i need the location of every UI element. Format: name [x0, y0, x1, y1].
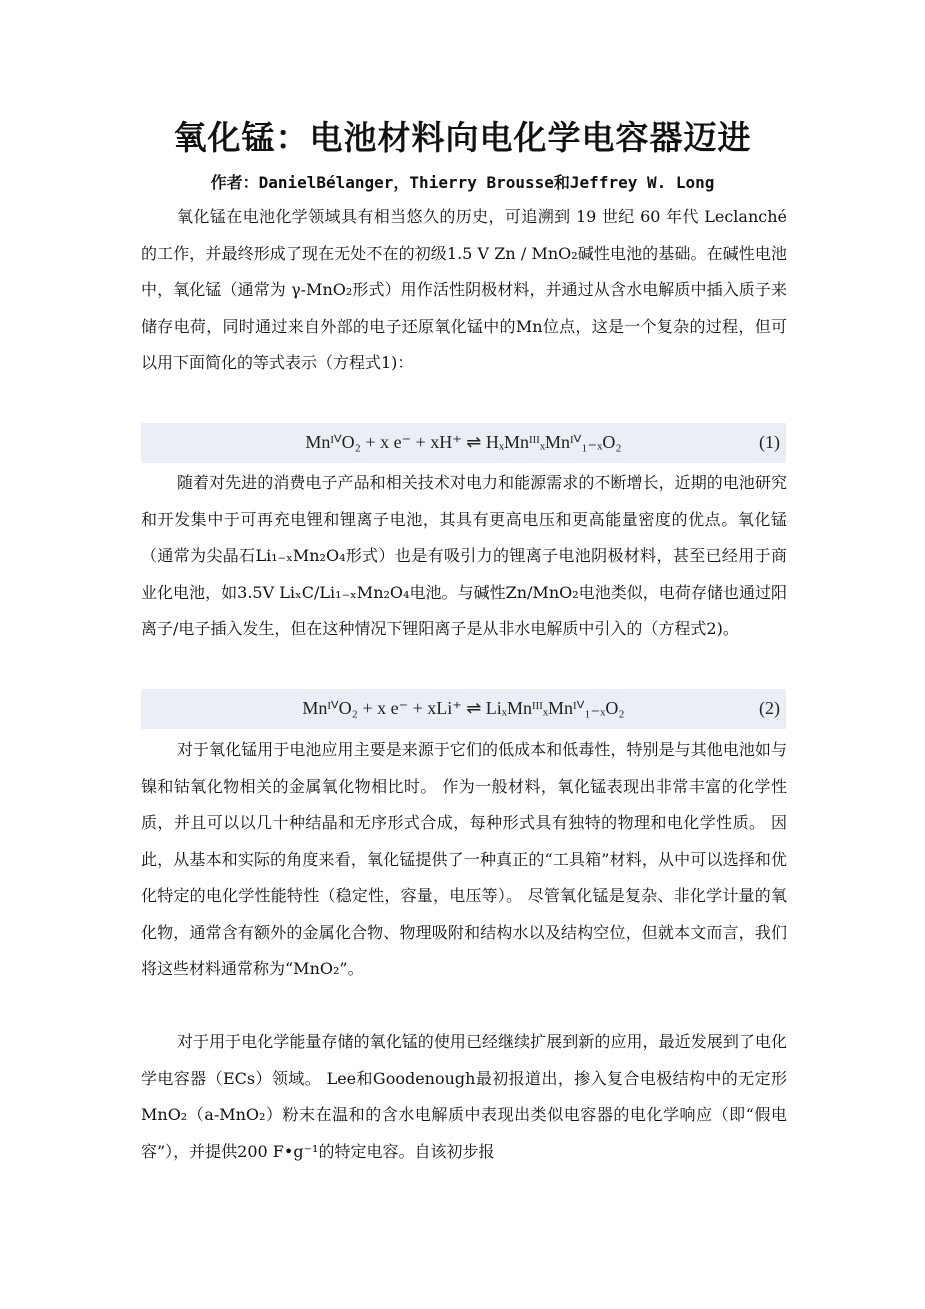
paragraph-lithium: 随着对先进的消费电子产品和相关技术对电力和能源需求的不断增长，近期的电池研究和开发集中于可再充电锂和锂离子电池，其具有更高电压和更高能量密度的优点。氧化锰（通常为尖晶石Li₁₋ₓMn₂O₄形式）也是有吸引力的锂离子电池阴极材料，甚至已经用于商业化电池，如3.5V LiₓC/Li₁₋ₓMn₂O₄电池。与碱性Zn/MnO₂电池类似，电荷存储也通过阳离子/电子插入发生，但在这种情况下锂阳离子是从非水电解质中引入的（方程式2)。 — [141, 473, 787, 638]
equation-2 — [141, 689, 786, 729]
page-title: 氧化锰：电池材料向电化学电容器迈进 — [173, 118, 752, 157]
equation-1-number: (1) — [759, 432, 780, 452]
equation-1-formula: MnᴵⱽO₂ + x e⁻ + xH⁺ ⇌ HₓMnᴵᴵᴵₓMnᴵⱽ₁₋ₓO₂ — [305, 432, 622, 452]
paragraph-properties: 对于氧化锰用于电池应用主要是来源于它们的低成本和低毒性，特别是与其他电池如与镍和钴氧化物相关的金属氧化物相比时。 作为一般材料，氧化锰表现出非常丰富的化学性质，并且可以以几十种结晶和无序形式合成，每种形式具有独特的物理和电化学性质。 因此，从基本和实际的角度来看，氧化锰提供了一种真正的“工具箱”材料，从中可以选择和优化特定的电化学性能特性（稳定性，容量，电压等）。 尽管氧化锰是复杂、非化学计量的氧化物，通常含有额外的金属化合物、物理吸附和结构水以及结构空位，但就本文而言，我们将这些材料通常称为“MnO₂”。 — [141, 740, 787, 978]
equation-1 — [141, 423, 786, 463]
paragraph-intro: 氧化锰在电池化学领域具有相当悠久的历史，可追溯到 19 世纪 60 年代 Leclanché的工作，并最终形成了现在无处不在的初级1.5 V Zn / MnO₂碱性电池的基础。在碱性电池中，氧化锰（通常为 γ-MnO₂形式）用作活性阴极材料，并通过从含水电解质中插入质子来储存电荷，同时通过来自外部的电子还原氧化锰中的Mn位点，这是一个复杂的过程，但可以用下面简化的等式表示（方程式1)： — [141, 207, 787, 372]
equation-2-number: (2) — [759, 698, 780, 718]
paragraph-capacitors: 对于用于电化学能量存储的氧化锰的使用已经继续扩展到新的应用，最近发展到了电化学电容器（ECs）领域。 Lee和Goodenough最初报道出，掺入复合电极结构中的无定形MnO₂（a-MnO₂）粉末在温和的含水电解质中表现出类似电容器的电化学响应（即“假电容”），并提供200 F•g⁻¹的特定电容。自该初步报 — [141, 1032, 787, 1161]
equation-2-formula: MnᴵⱽO₂ + x e⁻ + xLi⁺ ⇌ LiₓMnᴵᴵᴵₓMnᴵⱽ₁₋ₓO₂ — [302, 698, 625, 718]
author-line: 作者：DanielBélanger，Thierry Brousse和Jeffrey W. Long — [210, 173, 715, 192]
